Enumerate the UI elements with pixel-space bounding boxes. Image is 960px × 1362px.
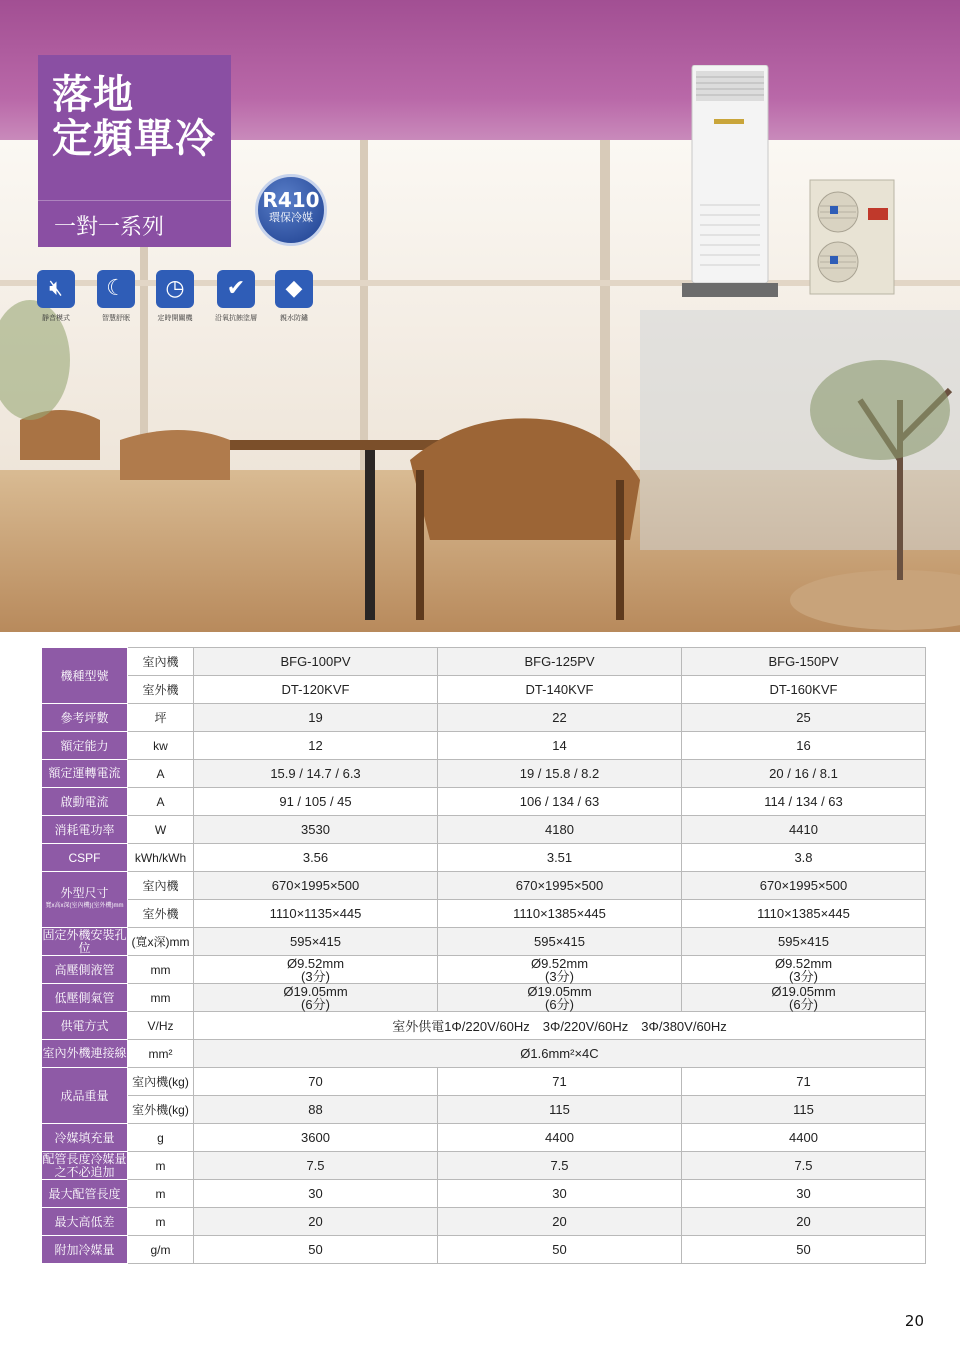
row-label: 啟動電流 (42, 788, 128, 816)
table-cell: Ø1.6mm²×4C (194, 1040, 926, 1068)
table-cell: DT-160KVF (682, 676, 926, 704)
table-cell: 50 (682, 1236, 926, 1264)
feature-label: 智慧舒眠 (102, 314, 130, 322)
table-row (42, 788, 926, 816)
page-title (52, 73, 216, 161)
sub-label: 室內機(kg) (128, 1068, 194, 1096)
table-cell: 20 (194, 1208, 438, 1236)
unit-label: (寬x深)mm (128, 928, 194, 956)
table-cell: 22 (438, 704, 682, 732)
table-cell: 30 (682, 1180, 926, 1208)
row-label: 固定外機安裝孔位 (42, 927, 127, 955)
table-cell: 70 (194, 1068, 438, 1096)
row-label: CSPF (42, 844, 128, 872)
table-row (42, 648, 926, 676)
table-cell: 16 (682, 732, 926, 760)
table-cell: DT-140KVF (438, 676, 682, 704)
unit-label: g (128, 1124, 194, 1152)
pipe-size: Ø19.05mm (771, 983, 836, 999)
unit-label: V/Hz (128, 1012, 194, 1040)
table-cell (194, 984, 438, 1012)
table-row (42, 1208, 926, 1236)
unit-label: m (128, 1180, 194, 1208)
unit-label: 坪 (128, 704, 194, 732)
pipe-size: Ø9.52mm (286, 955, 345, 971)
feature-label: 靜音模式 (42, 314, 70, 322)
row-label: 附加冷媒量 (42, 1236, 128, 1264)
silent-mode-icon: 🔇︎ (37, 270, 75, 308)
sub-label: 室外機(kg) (128, 1096, 194, 1124)
timer-icon: ◷ (156, 270, 194, 308)
row-label: 供電方式 (42, 1012, 128, 1040)
row-label: 消耗電功率 (42, 816, 128, 844)
table-cell: 19 (194, 704, 438, 732)
row-label (42, 872, 128, 928)
table-cell: 20 / 16 / 8.1 (682, 760, 926, 788)
table-cell: 595×415 (682, 928, 926, 956)
feature-smart-sleep (86, 270, 146, 323)
table-cell: 88 (194, 1096, 438, 1124)
table-cell: 595×415 (194, 928, 438, 956)
unit-label: mm² (128, 1040, 194, 1068)
table-cell: 3530 (194, 816, 438, 844)
pipe-fraction: (6分) (789, 996, 818, 1012)
page-number: 20 (904, 1312, 924, 1330)
dimension-label: 外型尺寸 (60, 885, 109, 900)
table-cell: 50 (438, 1236, 682, 1264)
table-cell: 15.9 / 14.7 / 6.3 (194, 760, 438, 788)
table-cell: 30 (438, 1180, 682, 1208)
r410-badge (255, 174, 327, 246)
table-cell: 114 / 134 / 63 (682, 788, 926, 816)
table-cell: 106 / 134 / 63 (438, 788, 682, 816)
table-row (42, 1180, 926, 1208)
table-cell: 3.8 (682, 844, 926, 872)
feature-water-repellent (264, 270, 324, 323)
table-cell: BFG-125PV (438, 648, 682, 676)
unit-label: kWh/kWh (128, 844, 194, 872)
table-cell: 7.5 (438, 1152, 682, 1180)
table-cell: 30 (194, 1180, 438, 1208)
table-row (42, 1096, 926, 1124)
feature-label: 親水防鏽 (280, 314, 308, 322)
table-row (42, 1012, 926, 1040)
table-cell: BFG-150PV (682, 648, 926, 676)
pipe-size: Ø9.52mm (530, 955, 589, 971)
sub-label: 室內機 (128, 648, 194, 676)
table-cell: 115 (682, 1096, 926, 1124)
pipe-fraction: (3分) (301, 968, 330, 984)
row-label: 配管長度冷媒量之不必追加 (42, 1151, 127, 1179)
table-row (42, 704, 926, 732)
table-cell: 室外供電1Φ/220V/60Hz 3Φ/220V/60Hz 3Φ/380V/60Hz (194, 1012, 926, 1040)
badge-bottom-text: 環保冷媒 (269, 211, 313, 224)
table-cell (194, 956, 438, 984)
table-cell: 1110×1385×445 (438, 900, 682, 928)
table-row (42, 1124, 926, 1152)
row-label: 參考坪數 (42, 704, 128, 732)
title-line-1: 落地 (52, 72, 134, 118)
dimension-sublabel: 寬x高x深(室內機)(室外機)mm (45, 902, 124, 909)
table-row (42, 956, 926, 984)
table-cell: 4410 (682, 816, 926, 844)
anti-corrosion-icon: ✔ (217, 270, 255, 308)
table-cell: 12 (194, 732, 438, 760)
feature-timer (145, 270, 205, 323)
table-cell: 3600 (194, 1124, 438, 1152)
sub-label: 室外機 (128, 676, 194, 704)
spec-table (41, 647, 926, 1264)
pipe-fraction: (6分) (545, 996, 574, 1012)
table-cell: 20 (682, 1208, 926, 1236)
table-cell: BFG-100PV (194, 648, 438, 676)
title-line-2: 定頻單冷 (52, 116, 216, 162)
table-cell: 595×415 (438, 928, 682, 956)
feature-label: 定時開關機 (157, 314, 193, 322)
table-cell: 4400 (438, 1124, 682, 1152)
unit-label: W (128, 816, 194, 844)
pipe-size: Ø19.05mm (527, 983, 592, 999)
row-label: 冷媒填充量 (42, 1124, 128, 1152)
table-cell: 670×1995×500 (438, 872, 682, 900)
table-row (42, 928, 926, 956)
table-cell: 25 (682, 704, 926, 732)
table-cell: DT-120KVF (194, 676, 438, 704)
badge-top-text: R410 (262, 188, 320, 212)
table-cell: 4400 (682, 1124, 926, 1152)
title-divider (38, 200, 231, 201)
row-label: 成品重量 (42, 1068, 128, 1124)
table-row (42, 732, 926, 760)
table-cell: 50 (194, 1236, 438, 1264)
pipe-size: Ø19.05mm (283, 983, 348, 999)
row-label: 額定能力 (42, 732, 128, 760)
table-cell: 4180 (438, 816, 682, 844)
row-label: 額定運轉電流 (42, 760, 128, 788)
table-cell: 1110×1135×445 (194, 900, 438, 928)
table-cell: 115 (438, 1096, 682, 1124)
row-label: 最大高低差 (42, 1208, 128, 1236)
unit-label: m (128, 1152, 194, 1180)
pipe-size: Ø9.52mm (774, 955, 833, 971)
unit-label: m (128, 1208, 194, 1236)
row-label: 機種型號 (42, 648, 128, 704)
sub-label: 室外機 (128, 900, 194, 928)
table-cell: 91 / 105 / 45 (194, 788, 438, 816)
table-row (42, 1152, 926, 1180)
table-row (42, 872, 926, 900)
table-cell (682, 984, 926, 1012)
table-row (42, 1068, 926, 1096)
unit-label: mm (128, 956, 194, 984)
table-cell: 71 (682, 1068, 926, 1096)
table-cell: 20 (438, 1208, 682, 1236)
table-cell: 71 (438, 1068, 682, 1096)
sub-label: 室內機 (128, 872, 194, 900)
table-cell: 670×1995×500 (194, 872, 438, 900)
pipe-fraction: (6分) (301, 996, 330, 1012)
feature-silent (26, 270, 86, 323)
smart-sleep-icon: ☾ (97, 270, 135, 308)
table-row (42, 900, 926, 928)
table-cell: 1110×1385×445 (682, 900, 926, 928)
table-cell: 7.5 (682, 1152, 926, 1180)
table-cell: 670×1995×500 (682, 872, 926, 900)
table-row (42, 844, 926, 872)
row-label: 室內外機連接線 (42, 1040, 128, 1068)
outdoor-unit-image (808, 178, 896, 296)
table-row (42, 760, 926, 788)
pipe-fraction: (3分) (545, 968, 574, 984)
table-row (42, 984, 926, 1012)
table-cell: 3.51 (438, 844, 682, 872)
table-row (42, 676, 926, 704)
unit-label: g/m (128, 1236, 194, 1264)
table-cell (682, 956, 926, 984)
series-label: 一對一系列 (54, 215, 165, 240)
indoor-unit-image (682, 65, 778, 303)
title-panel (38, 55, 231, 247)
pipe-fraction: (3分) (789, 968, 818, 984)
feature-anti-corrosion (206, 270, 266, 323)
unit-label: mm (128, 984, 194, 1012)
row-label: 最大配管長度 (42, 1180, 128, 1208)
hero-banner (0, 0, 960, 632)
feature-label: 沿氧抗蝕塗層 (215, 314, 257, 322)
table-cell (438, 956, 682, 984)
table-cell: 19 / 15.8 / 8.2 (438, 760, 682, 788)
table-row (42, 1236, 926, 1264)
unit-label: A (128, 788, 194, 816)
table-cell: 7.5 (194, 1152, 438, 1180)
table-cell: 14 (438, 732, 682, 760)
unit-label: A (128, 760, 194, 788)
table-cell: 3.56 (194, 844, 438, 872)
unit-label: kw (128, 732, 194, 760)
table-row (42, 1040, 926, 1068)
table-row (42, 816, 926, 844)
row-label: 低壓側氣管 (42, 984, 128, 1012)
water-repellent-icon: ◆ (275, 270, 313, 308)
row-label: 高壓側液管 (42, 956, 128, 984)
table-cell (438, 984, 682, 1012)
